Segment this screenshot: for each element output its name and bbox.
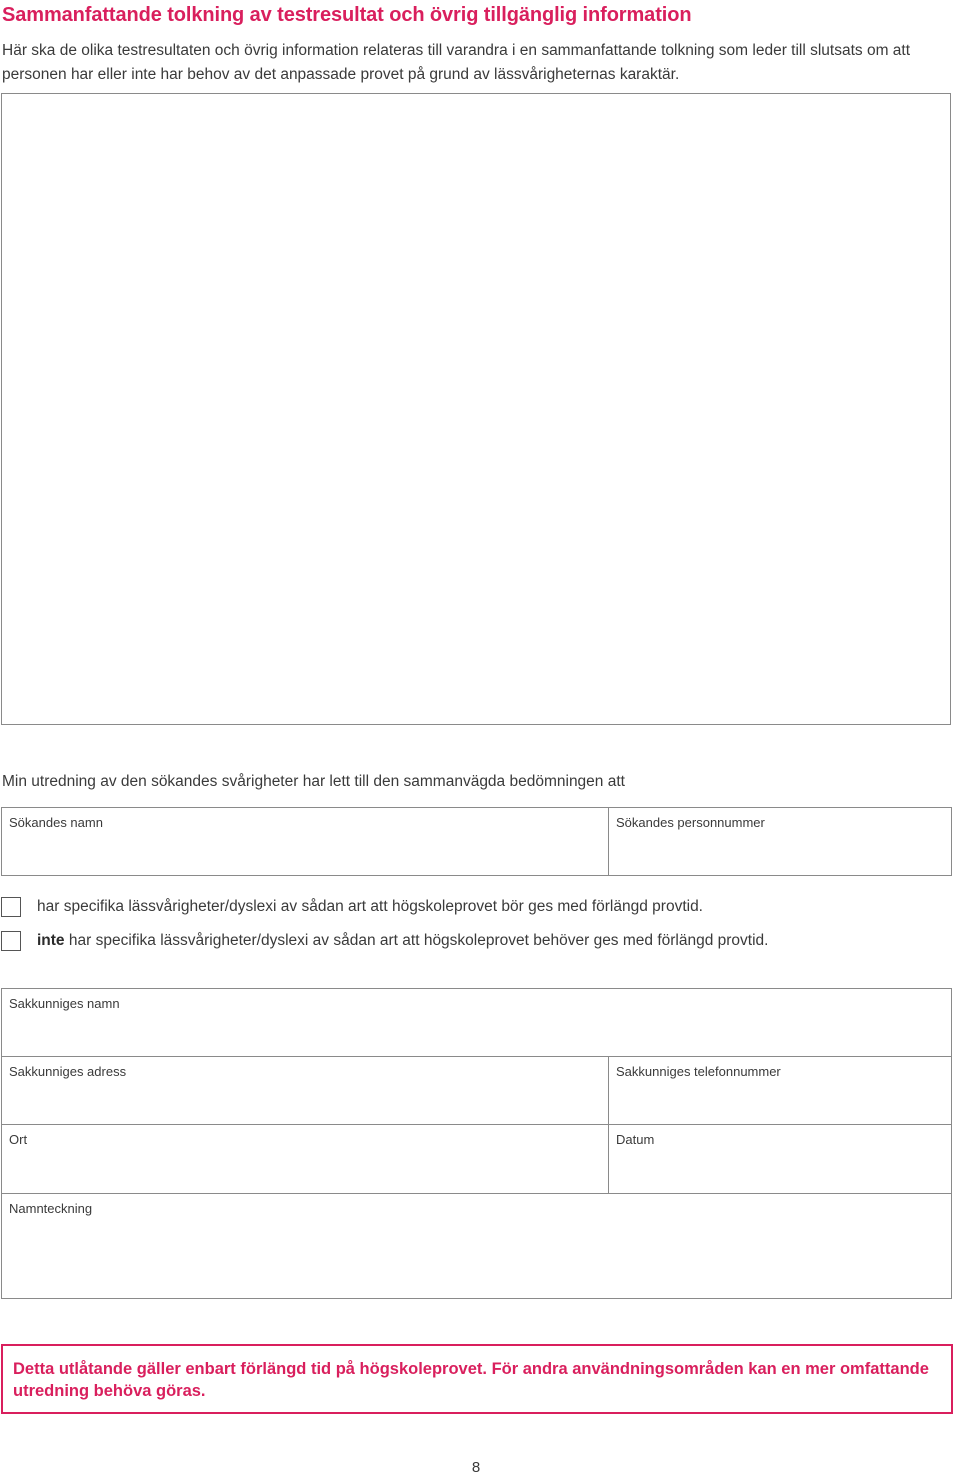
option-no-dyslexia — [1, 931, 768, 951]
expert-address-label: Sakkunniges adress — [9, 1064, 127, 1079]
date-field[interactable] — [608, 1124, 952, 1194]
option-has-dyslexia-text: har specifika lässvårigheter/dyslexi av sådan art att högskoleprovet bör ges med förlängd provtid. — [37, 898, 703, 915]
expert-address-field[interactable] — [1, 1056, 609, 1125]
signature-label: Namnteckning — [9, 1201, 93, 1216]
option-no-dyslexia-checkbox[interactable] — [1, 931, 21, 951]
applicant-id-field[interactable] — [608, 807, 952, 876]
expert-name-field[interactable] — [1, 988, 952, 1057]
option-has-dyslexia-checkbox[interactable] — [1, 897, 21, 917]
applicant-name-label: Sökandes namn — [9, 815, 103, 830]
assessment-statement: Min utredning av den sökandes svårigheter har lett till den sammanvägda bedömningen att — [2, 773, 625, 790]
option-has-dyslexia — [1, 897, 703, 917]
interpretation-textarea[interactable] — [1, 93, 951, 725]
notice-box: Detta utlåtande gäller enbart förlängd tid på högskoleprovet. För andra användningsområden kan en mer omfattande utredning behöva göras. — [1, 1344, 953, 1414]
intro-text: Här ska de olika testresultaten och övrig information relateras till varandra i en sammanfattande tolkning som leder till slutsats om att personen har eller inte har behov av det anpassade provet på grund av lässvårigheternas karaktär. — [2, 42, 911, 83]
city-label: Ort — [9, 1132, 28, 1147]
signature-field[interactable] — [1, 1193, 952, 1299]
applicant-name-field[interactable] — [1, 807, 609, 876]
option-no-dyslexia-text — [37, 932, 768, 950]
expert-name-label: Sakkunniges namn — [9, 996, 120, 1011]
city-field[interactable] — [1, 1124, 609, 1194]
option-no-dyslexia-emphasis: inte — [37, 932, 65, 949]
option-no-dyslexia-rest: har specifika lässvårigheter/dyslexi av sådan art att högskoleprovet behöver ges med förlängd provtid. — [64, 932, 769, 949]
expert-phone-field[interactable] — [608, 1056, 952, 1125]
applicant-id-label: Sökandes personnummer — [616, 815, 765, 830]
page-number: 8 — [471, 1459, 481, 1476]
page-title: Sammanfattande tolkning av testresultat och övrig tillgänglig information — [2, 4, 692, 26]
expert-phone-label: Sakkunniges telefonnummer — [616, 1064, 781, 1079]
date-label: Datum — [616, 1132, 655, 1147]
